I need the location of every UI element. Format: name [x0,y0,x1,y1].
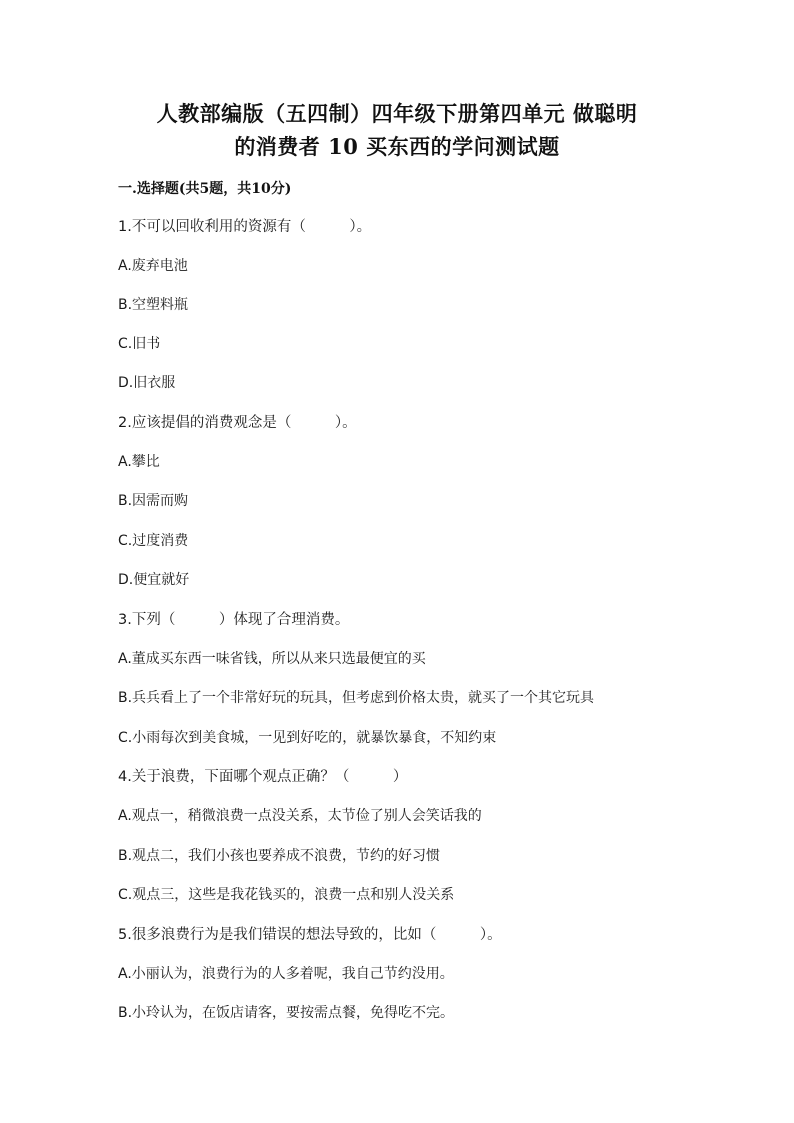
question-1-stem: 1.不可以回收利用的资源有（ ）。 [118,219,372,235]
question-3-option-c: C.小雨每次到美食城，一见到好吃的，就暴饮暴食，不知约束 [118,730,497,746]
question-2-option-c: C.过度消费 [118,533,189,549]
question-2-stem: 2.应该提倡的消费观念是（ ）。 [118,415,357,431]
page-title-line-1: 人教部编版（五四制）四年级下册第四单元 做聪明 [156,101,638,126]
question-3-option-a: A.董成买东西一味省钱，所以从来只选最便宜的买 [118,651,426,667]
question-5-stem: 5.很多浪费行为是我们错误的想法导致的，比如（ ）。 [118,927,502,943]
question-3-option-b: B.兵兵看上了一个非常好玩的玩具，但考虑到价格太贵，就买了一个其它玩具 [118,690,595,706]
question-1-option-c: C.旧书 [118,336,161,352]
question-1-option-b: B.空塑料瓶 [118,297,189,313]
question-4-option-b: B.观点二，我们小孩也要养成不浪费，节约的好习惯 [118,848,441,864]
question-3-stem: 3.下列（ ）体现了合理消费。 [118,612,350,628]
question-5-option-b: B.小玲认为，在饭店请客，要按需点餐，免得吃不完。 [118,1005,455,1021]
question-2-option-a: A.攀比 [118,454,160,470]
page-title-line-2: 的消费者 10 买东西的学问测试题 [234,134,560,159]
question-1-option-d: D.旧衣服 [118,375,176,391]
question-2-option-d: D.便宜就好 [118,572,190,588]
section-heading: 一.选择题(共5题，共10分) [118,181,292,197]
question-1-option-a: A.废弃电池 [118,258,188,274]
question-4-option-a: A.观点一，稍微浪费一点没关系，太节俭了别人会笑话我的 [118,808,482,824]
question-4-stem: 4.关于浪费，下面哪个观点正确？（ ） [118,769,408,785]
question-2-option-b: B.因需而购 [118,493,189,509]
question-5-option-a: A.小丽认为，浪费行为的人多着呢，我自己节约没用。 [118,966,454,982]
question-4-option-c: C.观点三，这些是我花钱买的，浪费一点和别人没关系 [118,887,455,903]
